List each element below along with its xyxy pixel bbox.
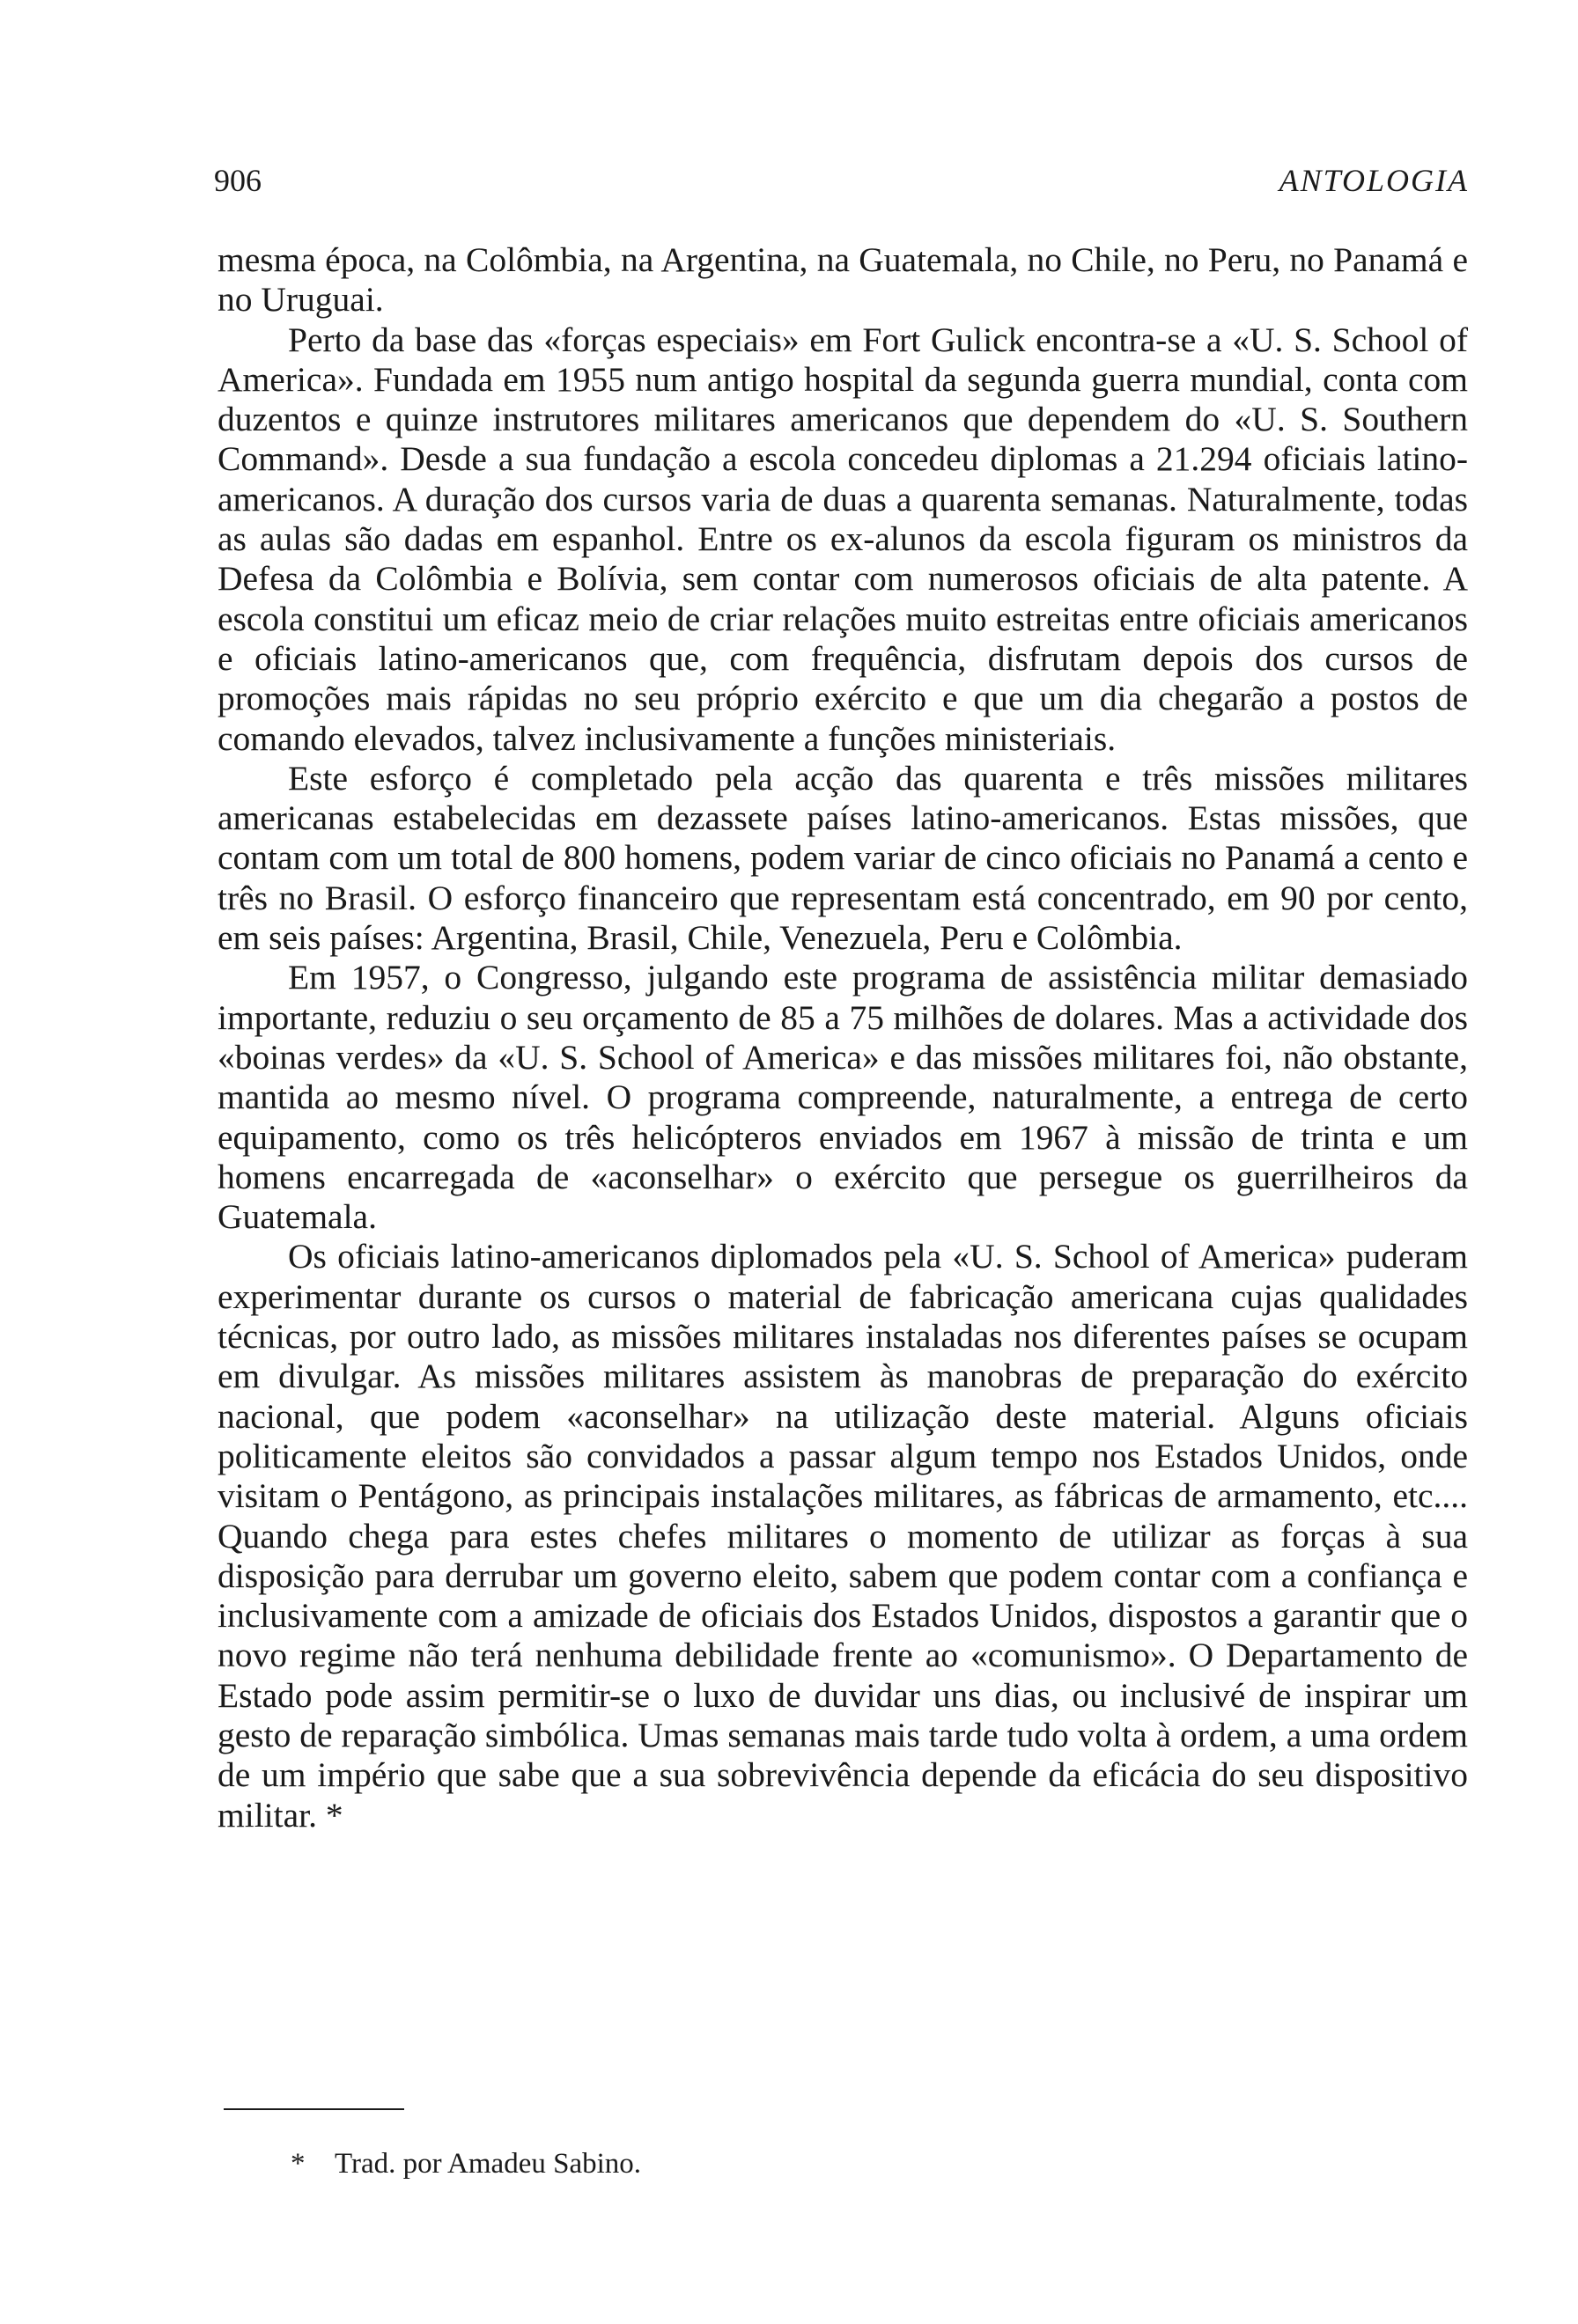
paragraph: Os oficiais latino-americanos diplomados pela «U. S. School of America» puderam experimentar durante os cursos o material de fabricação americana cujas qualidades técnicas, por outro lado, as missões militares instaladas nos diferentes países se ocupam em divulgar. As missões militares assistem às manobras de preparação do exército nacional, que podem «aconselhar» na utilização deste material. Alguns oficiais politicamente eleitos são convidados a passar algum tempo nos Estados Unidos, onde visitam o Pentágono, as principais instalações militares, as fábricas de armamento, etc.... Quando chega para estes chefes militares o momento de utilizar as forças à sua disposição para derrubar um governo eleito, sabem que podem contar com a confiança e inclusivamente com a amizade de oficiais dos Estados Unidos, dispostos a garantir que o novo regime não terá nenhuma debilidade frente ao «comunismo». O Departamento de Estado pode assim permitir-se o luxo de duvidar uns dias, ou inclusivé de inspirar um gesto de reparação simbólica. Umas semanas mais tarde tudo volta à ordem, a uma ordem de um império que sabe que a sua sobrevivência depende da eficácia do seu dispositivo militar. *	[218, 1237, 1468, 1835]
running-title: ANTOLOGIA	[1279, 163, 1469, 198]
footnote-marker: *	[291, 2148, 306, 2180]
page-number: 906	[214, 163, 262, 198]
running-head	[214, 161, 1469, 200]
paragraph-continuation: mesma época, na Colômbia, na Argentina, na Guatemala, no Chile, no Peru, no Panamá e no Uruguai.	[218, 240, 1468, 320]
paragraph: Em 1957, o Congresso, julgando este programa de assistência militar demasiado importante, reduziu o seu orçamento de 85 a 75 milhões de dolares. Mas a actividade dos «boinas verdes» da «U. S. School of America» e das missões militares foi, não obstante, mantida ao mesmo nível. O programa compreende, naturalmente, a entrega de certo equipamento, como os três helicópteros enviados em 1967 à missão de trinta e um homens encarregada de «aconselhar» o exército que persegue os guerrilheiros da Guatemala.	[218, 958, 1468, 1237]
paragraph: Perto da base das «forças especiais» em Fort Gulick encontra-se a «U. S. School of America». Fundada em 1955 num antigo hospital da segunda guerra mundial, conta com duzentos e quinze instrutores militares americanos que dependem do «U. S. Southern Command». Desde a sua fundação a escola concedeu diplomas a 21.294 oficiais latino-americanos. A duração dos cursos varia de duas a quarenta semanas. Naturalmente, todas as aulas são dadas em espanhol. Entre os ex-alunos da escola figuram os ministros da Defesa da Colômbia e Bolívia, sem contar com numerosos oficiais de alta patente. A escola constitui um eficaz meio de criar relações muito estreitas entre oficiais americanos e oficiais latino-americanos que, com frequência, disfrutam depois dos cursos de promoções mais rápidas no seu próprio exército e que um dia chegarão a postos de comando elevados, talvez inclusivamente a funções ministeriais.	[218, 320, 1468, 758]
footnote-divider	[224, 2108, 404, 2110]
footnote	[291, 2146, 641, 2181]
footnote-text: Trad. por Amadeu Sabino.	[335, 2148, 642, 2180]
paragraph: Este esforço é completado pela acção das quarenta e três missões militares americanas estabelecidas em dezassete países latino-americanos. Estas missões, que contam com um total de 800 homens, podem variar de cinco oficiais no Panamá a cento e três no Brasil. O esforço financeiro que representam está concentrado, em 90 por cento, em seis países: Argentina, Brasil, Chile, Venezuela, Peru e Colômbia.	[218, 758, 1468, 958]
body-text	[218, 240, 1468, 1835]
